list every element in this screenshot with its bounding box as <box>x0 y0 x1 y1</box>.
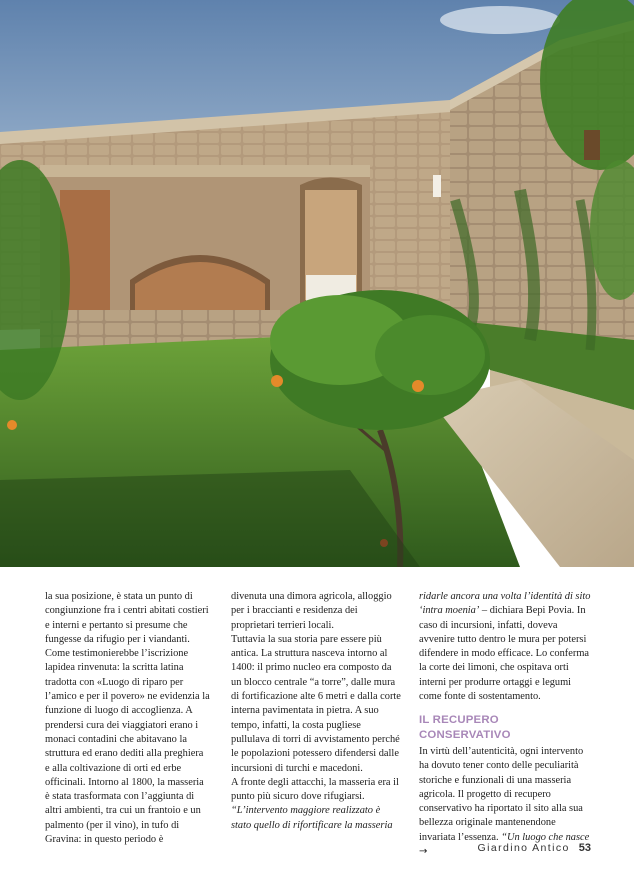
text-column-1 <box>45 590 210 847</box>
page-footer <box>478 842 591 854</box>
paragraph: divenuta una dimora agricola, alloggio per i braccianti e residenza dei proprietari terrieri locali. <box>231 591 392 631</box>
magazine-name: Giardino Antico <box>477 842 570 854</box>
paragraph <box>419 590 591 704</box>
quote: “L’intervento maggiore realizzato è stato quello di rifortificare la masseria <box>231 805 393 831</box>
arrow-right-icon: → <box>419 846 428 858</box>
quote: ridarle ancora una volta l’identità di sito ‘intra moenia’ <box>419 591 591 617</box>
page-number: 53 <box>578 842 591 854</box>
text-column-3 <box>419 590 591 859</box>
paragraph-text: – dichiara Bepi Povia. In caso di incursioni, infatti, doveva avvenire tutto dentro le mura per potersi difendere in modo efficace. Lo conferma la corte dei limoni, che ospitava orti interni per produrre ortaggi e legumi come fonte di sostentamento. <box>419 605 590 703</box>
quote: “Un luogo che nasce <box>501 831 590 843</box>
paragraph-text: In virtù dell’autenticità, ogni intervento ha dovuto tener conto delle peculiarità storiche e funzionali di una masseria agricola. Il progetto di recupero conservativo ha riportato il sito alla sua bellezza originale mantenendone invariata l’essenza. <box>419 745 584 843</box>
section-title: IL RECUPERO CONSERVATIVO <box>419 714 511 741</box>
paragraph: A fronte degli attacchi, la masseria era il punto più sicuro dove rifugiarsi. <box>231 776 399 803</box>
paragraph: Tuttavia la sua storia pare essere più antica. La struttura nasceva intorno al 1400: il primo nucleo era composto da un blocco centrale “a torre”, dalle mura di fortificazione alte 6 metri e dalla corte interna pavimentata in pietra. A suo tempo, infatti, la costa pugliese pullulava di torri di avvistamento perché le popolazioni potessero difendersi dalle incursioni di turchi e macedoni. <box>231 633 401 774</box>
text-column-2 <box>231 590 402 833</box>
paragraph: la sua posizione, è stata un punto di congiunzione fra i centri abitati costieri e interni e pertanto si presume che fungesse da rifugio per i viandanti. Come testimonierebbe l’iscrizione lapidea rinvenuta: la scritta latina tradotta con «Luogo di riparo per l’amico e per il povero» ne evidenzia la funzione di luogo di accoglienza. A prendersi cura dei viaggiatori erano i monaci contadini che abitavano la struttura ed erano dediti alla preghiera e alla coltivazione di orti ed erbe officinali. Intorno al 1800, la masseria è stata trasformata con l’aggiunta di altri ambienti, tra cui un frantoio e un palmento (per il vino), in tufo di Gravina: in questo periodo è <box>45 591 210 846</box>
